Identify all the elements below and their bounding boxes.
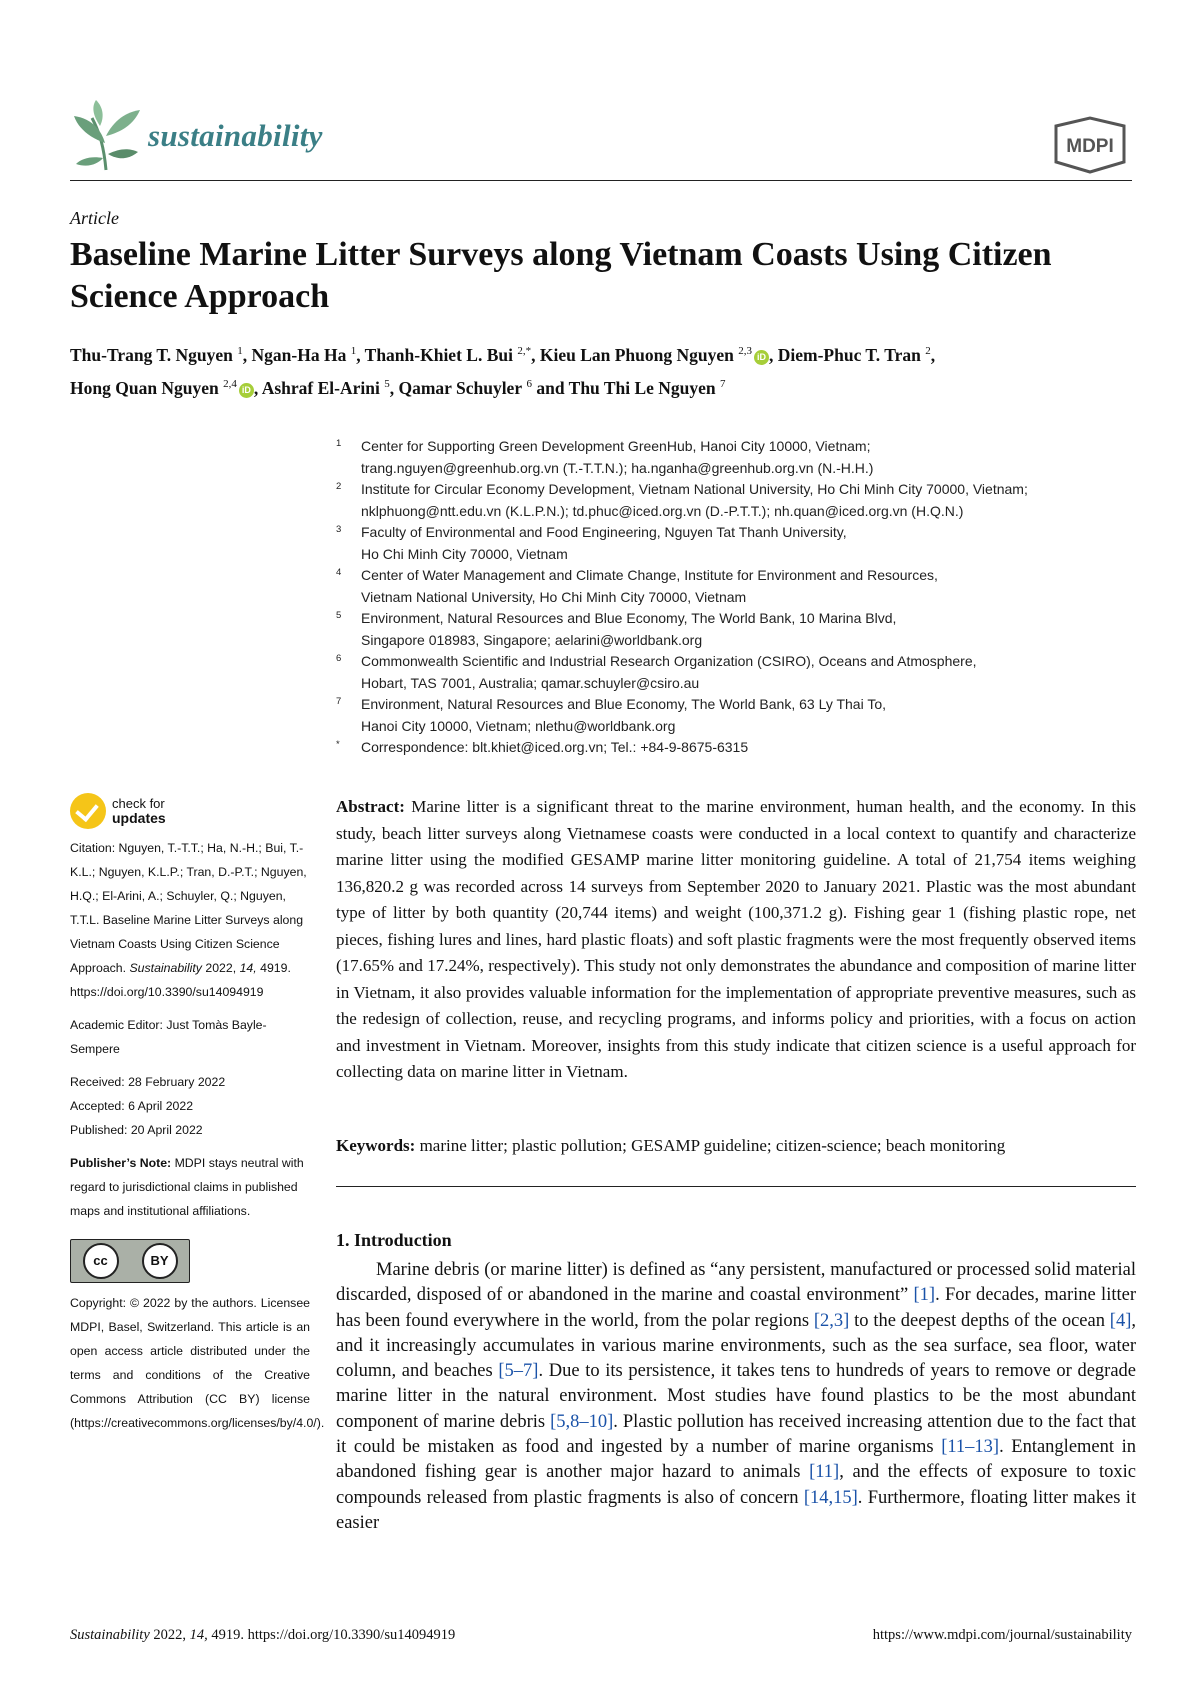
correspondence-item <box>336 737 1136 759</box>
author-name: Thu-Trang T. Nguyen <box>70 344 233 365</box>
affiliation-line: trang.nguyen@greenhub.org.vn (T.-T.T.N.); ha.nganha@greenhub.org.vn (N.-H.H.) <box>361 459 874 476</box>
affiliation-item <box>336 651 1136 694</box>
affiliation-number: 6 <box>336 653 342 664</box>
affiliation-line: Faculty of Environmental and Food Engineering, Nguyen Tat Thanh University, <box>361 524 847 540</box>
academic-editor-name: Just Tomàs Bayle-Sempere <box>70 1018 267 1056</box>
footer-doi-link[interactable]: 4919. https://doi.org/10.3390/su14094919 <box>211 1627 456 1643</box>
author-connector: and <box>536 377 565 398</box>
author-name: Hong Quan Nguyen <box>70 377 219 398</box>
citation-journal: Sustainability <box>129 961 202 975</box>
citation-volume: 14, <box>239 961 257 975</box>
author-name: Thu Thi Le Nguyen <box>568 377 716 398</box>
affiliation-line: Center for Supporting Green Development GreenHub, Hanoi City 10000, Vietnam; <box>361 438 871 454</box>
author-affiliation-ref: 7 <box>720 377 726 390</box>
published-date: Published: 20 April 2022 <box>70 1123 203 1137</box>
affiliation-line: Singapore 018983, Singapore; aelarini@worldbank.org <box>361 631 703 648</box>
author-affiliation-ref: 5 <box>384 377 390 390</box>
citation-link[interactable]: [5–7] <box>498 1361 539 1382</box>
introduction-paragraph <box>336 1258 1136 1536</box>
affiliation-line: Hobart, TAS 7001, Australia; qamar.schuyler@csiro.au <box>361 674 700 691</box>
author-name: Qamar Schuyler <box>398 377 523 398</box>
creative-commons-icon: cc <box>83 1243 119 1279</box>
footer-journal: Sustainability <box>70 1627 150 1643</box>
attribution-icon: BY <box>142 1243 178 1279</box>
abstract-label: Abstract: <box>336 797 405 816</box>
affiliation-line: Environment, Natural Resources and Blue Economy, The World Bank, 63 Ly Thai To, <box>361 696 887 712</box>
affiliation-line: nklphuong@ntt.edu.vn (K.L.P.N.); td.phuc@iced.org.vn (D.-P.T.T.); nh.quan@iced.org.vn (H.Q.N.) <box>361 502 964 519</box>
affiliation-line: Commonwealth Scientific and Industrial Research Organization (CSIRO), Oceans and Atmosphere, <box>361 653 977 669</box>
section-heading-introduction: 1. Introduction <box>336 1230 452 1250</box>
affiliation-number: 5 <box>336 610 342 621</box>
publisher-name: MDPI <box>1066 136 1114 157</box>
author-affiliation-ref: 1 <box>237 345 243 357</box>
citation-link[interactable]: [14,15] <box>803 1487 858 1508</box>
author-name: Diem-Phuc T. Tran <box>777 344 921 365</box>
author-affiliation-ref: 6 <box>526 377 532 390</box>
keywords-text: marine litter; plastic pollution; GESAMP guideline; citizen-science; beach monitoring <box>419 1136 1006 1155</box>
citation-link[interactable]: [11] <box>809 1462 840 1483</box>
publisher-note-block <box>70 1151 310 1223</box>
citation-year: 2022, <box>205 961 237 975</box>
affiliation-number: 7 <box>336 696 342 707</box>
publisher-note-label: Publisher’s Note: <box>70 1156 172 1170</box>
check-for-updates-button[interactable] <box>70 790 310 832</box>
author-name: Kieu Lan Phuong Nguyen <box>539 344 734 365</box>
abstract-text: Marine litter is a significant threat to the marine environment, human health, and the economy. In this study, beach litter surveys along Vietnamese coasts were conducted in a local context to quantify and characterize marine litter using the modified GESAMP marine litter monitoring guideline. A total of 21,754 items weighing 136,820.2 g was recorded across 14 surveys from September 2020 to January 2021. Plastic was the most abundant type of litter by both quantity (20,744 items) and weight (100,371.2 g). Fishing gear 1 (fishing plastic rope, net pieces, fishing lures and lines, hard plastic floats) and soft plastic fragments were the most frequently observed items (17.65% and 17.24%, respectively). This study not only demonstrates the abundance and composition of marine litter in Vietnam, it also provides valuable information for the implementation of appropriate preventive measures, such as the redesign of collection, reuse, and recycling programs, and informs policy and priorities, with a focus on action and investment in Vietnam. Moreover, insights from this study indicate that citizen science is a useful approach for collecting data on marine litter in Vietnam. <box>336 797 1137 1081</box>
check-updates-line2: updates <box>112 810 166 826</box>
affiliation-item <box>336 479 1136 522</box>
citation-block <box>70 836 310 1004</box>
affiliation-item <box>336 565 1136 608</box>
footer-journal-url[interactable]: https://www.mdpi.com/journal/sustainability <box>872 1627 1132 1643</box>
affiliation-number: 2 <box>336 481 342 492</box>
citation-label: Citation: <box>70 841 116 855</box>
check-updates-icon <box>70 793 106 829</box>
correspondence-line: Correspondence: blt.khiet@iced.org.vn; Tel.: +84-9-8675-6315 <box>361 739 749 755</box>
intro-text: . Furthermore, floating litter makes it easier <box>336 1487 1136 1533</box>
intro-text: . For decades, marine litter has been found everywhere in the world, from the polar regions <box>336 1285 1136 1331</box>
article-title: Baseline Marine Litter Surveys along Vietnam Coasts Using Citizen Science Approach <box>70 236 1052 315</box>
header-divider <box>70 180 1132 181</box>
author-affiliation-ref: 2,4 <box>223 377 237 390</box>
check-updates-label <box>112 797 166 825</box>
abstract-divider <box>336 1186 1136 1187</box>
affiliation-line: Institute for Circular Economy Development, Vietnam National University, Ho Chi Minh City 70000, Vietnam; <box>361 481 1028 497</box>
citation-link[interactable]: [2,3] <box>813 1310 850 1331</box>
cc-by-license-badge[interactable] <box>70 1239 190 1283</box>
intro-text: to the deepest depths of the ocean <box>849 1310 1110 1331</box>
affiliation-number: * <box>336 739 340 750</box>
affiliation-line: Vietnam National University, Ho Chi Minh City 70000, Vietnam <box>361 588 747 605</box>
footer-volume: 14, <box>189 1627 208 1643</box>
citation-link[interactable]: [5,8–10] <box>550 1411 614 1432</box>
affiliation-line: Hanoi City 10000, Vietnam; nlethu@worldbank.org <box>361 717 676 734</box>
affiliation-line: Center of Water Management and Climate Change, Institute for Environment and Resources, <box>361 567 938 583</box>
author-name: Thanh-Khiet L. Bui <box>364 344 513 365</box>
author-list: Thu-Trang T. Nguyen $^1$, Ngan-Ha Ha $^1$, Thanh-Khiet L. Bui $^{2,*}$, Kieu Lan Phuong Nguyen $^{2,3}$ iD , Diem-Phuc T. Tran $^2$, Hong Quan Nguyen $^{2,4}$ iD , Ashraf El-Arini $^5$, Qamar Schuyler $^6$ and Thu Thi Le Nguyen $^7$ <box>70 344 936 398</box>
publisher-note-text: MDPI stays neutral with regard to jurisdictional claims in published maps and institutional affiliations. <box>70 1156 304 1218</box>
orcid-icon[interactable]: iD <box>754 350 769 365</box>
journal-name: sustainability <box>148 118 323 153</box>
author-affiliation-ref: 1 <box>350 345 357 357</box>
affiliation-item <box>336 608 1136 651</box>
affiliation-line: Ho Chi Minh City 70000, Vietnam <box>361 545 568 562</box>
affiliation-number: 1 <box>336 438 342 449</box>
citation-doi-link[interactable]: 4919. https://doi.org/10.3390/su14094919 <box>70 961 291 999</box>
journal-leaf-logo <box>70 98 142 172</box>
intro-text: Marine debris (or marine litter) is defined as “any persistent, manufactured or processed solid material discarded, disposed of or abandoned in the marine and coastal environment” <box>336 1260 1136 1306</box>
affiliation-item <box>336 522 1136 565</box>
received-date: Received: 28 February 2022 <box>70 1075 226 1089</box>
intro-text: . Plastic pollution has received increasing attention due to the fact that it could be mistaken as food and ingested by a number of marine organisms <box>336 1411 1137 1458</box>
affiliation-item <box>336 694 1136 737</box>
affiliation-list <box>336 436 1136 759</box>
orcid-icon[interactable]: iD <box>239 383 254 398</box>
abstract <box>336 794 1136 1086</box>
citation-link[interactable]: [1] <box>913 1285 936 1306</box>
intro-text: . Entanglement in abandoned fishing gear is another major hazard to animals <box>336 1437 1137 1483</box>
author-affiliation-ref: 2,3 <box>738 345 752 357</box>
intro-text: . Due to its persistence, it takes tens to hundreds of years to remove or degrade marine litter in the natural environment. Most studies have found plastics to be the most abundant component of marine debris <box>336 1361 1136 1432</box>
check-updates-line1: check for <box>112 796 165 811</box>
citation-link[interactable]: [11–13] <box>941 1437 1000 1458</box>
mdpi-logo <box>1048 116 1132 174</box>
author-affiliation-ref: 2,* <box>517 345 532 357</box>
intro-text: , and the effects of exposure to toxic compounds released from plastic fragments is also of concern <box>336 1462 1136 1508</box>
affiliation-item <box>336 436 1136 479</box>
accepted-date: Accepted: 6 April 2022 <box>70 1099 194 1113</box>
affiliation-line: Environment, Natural Resources and Blue Economy, The World Bank, 10 Marina Blvd, <box>361 610 897 626</box>
article-type: Article <box>70 208 119 228</box>
footer-citation <box>70 1627 455 1644</box>
copyright-text: Copyright: © 2022 by the authors. Licensee MDPI, Basel, Switzerland. This article is an open access article distributed under the terms and conditions of the Creative Commons Attribution (CC BY) license (https://creativecommons.org/licenses/by/4.0/). <box>70 1296 325 1430</box>
affiliation-number: 3 <box>336 524 342 535</box>
academic-editor-block <box>70 1013 310 1061</box>
dates-block <box>70 1070 310 1142</box>
intro-text: , and it increasingly accumulates in various marine environments, such as the sea surface, sea floor, water column, and beaches <box>336 1310 1136 1382</box>
citation-link[interactable]: [4] <box>1109 1310 1132 1331</box>
keywords <box>336 1136 1136 1156</box>
academic-editor-label: Academic Editor: <box>70 1018 163 1032</box>
affiliation-number: 4 <box>336 567 342 578</box>
author-name: Ashraf El-Arini <box>261 377 380 398</box>
article-sidebar <box>70 790 325 1435</box>
author-affiliation-ref: 2 <box>925 345 931 357</box>
keywords-label: Keywords: <box>336 1136 416 1155</box>
author-name: Ngan-Ha Ha <box>251 344 347 365</box>
footer-year: 2022, <box>153 1627 186 1643</box>
citation-text: Nguyen, T.-T.T.; Ha, N.-H.; Bui, T.-K.L.; Nguyen, K.L.P.; Tran, D.-P.T.; Nguyen, H.Q.; El-Arini, A.; Schuyler, Q.; Nguyen, T.T.L. Baseline Marine Litter Surveys along Vietnam Coasts Using Citizen Science Approach. <box>70 841 307 975</box>
